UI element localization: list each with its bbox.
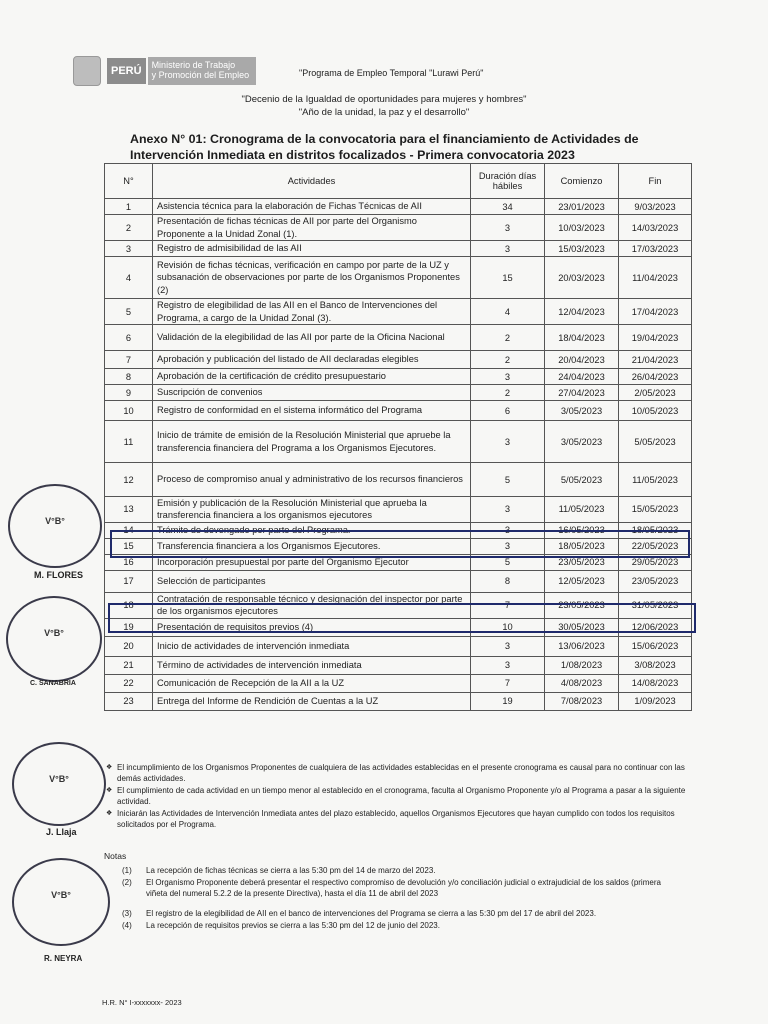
table-row [105,215,692,241]
activity-cell: Contratación de responsable técnico y designación del inspector por parte de los organismos ejecutores [153,592,471,618]
duration-cell: 15 [471,257,545,299]
row-number: 17 [105,570,153,592]
decade-text: "Decenio de la Igualdad de oportunidades para mujeres y hombres" [241,94,527,105]
start-date-cell: 1/08/2023 [545,656,619,674]
start-date-cell: 18/05/2023 [545,538,619,554]
duration-cell: 2 [471,325,545,351]
row-number: 6 [105,325,153,351]
note-spacer [122,900,682,907]
bullet-note: ❖ El incumplimiento de los Organismos Proponentes de cualquiera de las actividades establecidas en el presente cronograma es causal para no continuar con las demás actividades. [117,762,694,784]
activity-cell: Suscripción de convenios [153,385,471,401]
start-date-cell: 3/05/2023 [545,421,619,463]
duration-cell: 4 [471,299,545,325]
activity-cell: Selección de participantes [153,570,471,592]
start-date-cell: 4/08/2023 [545,674,619,692]
activity-cell: Presentación de requisitos previos (4) [153,618,471,636]
numbered-notes [122,865,682,932]
duration-cell: 2 [471,385,545,401]
end-date-cell: 14/08/2023 [619,674,692,692]
row-number: 8 [105,369,153,385]
note-text: La recepción de requisitos previos se cierra a las 5:30 pm del 12 de junio del 2023. [146,921,440,930]
row-number: 16 [105,554,153,570]
header-start: Comienzo [545,164,619,199]
end-date-cell: 26/04/2023 [619,369,692,385]
duration-cell: 6 [471,401,545,421]
start-date-cell: 23/05/2023 [545,554,619,570]
end-date-cell: 14/03/2023 [619,215,692,241]
duration-cell: 3 [471,369,545,385]
note-item [122,908,682,919]
duration-cell: 7 [471,592,545,618]
end-date-cell: 12/06/2023 [619,618,692,636]
row-number: 1 [105,199,153,215]
start-date-cell: 12/05/2023 [545,570,619,592]
table-row [105,299,692,325]
start-date-cell: 18/04/2023 [545,325,619,351]
bullet-note: ❖ Iniciarán las Actividades de Intervención Inmediata antes del plazo establecido, aquellos Organismos Ejecutores que hayan cumplido con todos los requisitos solicitados por el Programa. [117,808,694,830]
table-row [105,385,692,401]
header-activities: Actividades [153,164,471,199]
logo-ministry-line2: y Promoción del Empleo [151,70,250,80]
duration-cell: 10 [471,618,545,636]
stamp-signature: J. Llaja [46,827,77,837]
activity-cell: Comunicación de Recepción de la AII a la UZ [153,674,471,692]
start-date-cell: 23/01/2023 [545,199,619,215]
table-row [105,199,692,215]
duration-cell: 8 [471,570,545,592]
start-date-cell: 13/06/2023 [545,636,619,656]
stamp-signature: R. NEYRA [44,954,83,963]
table-row [105,656,692,674]
row-number: 9 [105,385,153,401]
annex-title: Anexo N° 01: Cronograma de la convocatoria para el financiamiento de Actividades de Intervención Inmediata en distritos focalizados - Primera convocatoria 2023 [130,132,639,162]
start-date-cell: 7/08/2023 [545,692,619,710]
row-number: 13 [105,497,153,523]
end-date-cell: 15/06/2023 [619,636,692,656]
activity-cell: Inicio de actividades de intervención inmediata [153,636,471,656]
end-date-cell: 23/05/2023 [619,570,692,592]
row-number: 18 [105,592,153,618]
ministry-logo [73,56,256,86]
table-row [105,351,692,369]
row-number: 11 [105,421,153,463]
duration-cell: 3 [471,636,545,656]
logo-ministry [148,57,256,85]
start-date-cell: 12/04/2023 [545,299,619,325]
approval-stamp [8,484,102,568]
end-date-cell: 2/05/2023 [619,385,692,401]
header-duration: Duración días hábiles [471,164,545,199]
stamp-signature: C. SANABRIA [30,680,76,687]
end-date-cell: 21/04/2023 [619,351,692,369]
row-number: 15 [105,538,153,554]
header-n: N° [105,164,153,199]
highlight-box-row-17 [108,603,696,633]
note-item [122,865,682,876]
duration-cell: 3 [471,522,545,538]
year-text: "Año de la unidad, la paz y el desarrollo" [298,107,470,118]
table-row [105,463,692,497]
logo-ministry-line1: Ministerio de Trabajo [151,60,236,70]
end-date-cell: 18/05/2023 [619,522,692,538]
start-date-cell: 20/04/2023 [545,351,619,369]
end-date-cell: 17/04/2023 [619,299,692,325]
duration-cell: 2 [471,351,545,369]
activity-cell: Incorporación presupuestal por parte del Organismo Ejecutor [153,554,471,570]
duration-cell: 3 [471,497,545,523]
start-date-cell: 10/03/2023 [545,215,619,241]
program-name: "Programa de Empleo Temporal "Lurawi Perú" [299,68,484,78]
end-date-cell: 10/05/2023 [619,401,692,421]
start-date-cell: 11/05/2023 [545,497,619,523]
table-row [105,325,692,351]
start-date-cell: 20/03/2023 [545,257,619,299]
table-row [105,570,692,592]
end-date-cell: 22/05/2023 [619,538,692,554]
duration-cell: 3 [471,656,545,674]
bullet-notes [104,762,694,831]
note-item [122,920,682,931]
duration-cell: 3 [471,215,545,241]
activity-cell: Transferencia financiera a los Organismos Ejecutores. [153,538,471,554]
note-number: (1) [122,866,132,875]
end-date-cell: 11/04/2023 [619,257,692,299]
duration-cell: 19 [471,692,545,710]
start-date-cell: 3/05/2023 [545,401,619,421]
stamp-vb: V°B° [44,628,64,638]
note-text: La recepción de fichas técnicas se cierra a las 5:30 pm del 14 de marzo del 2023. [146,866,436,875]
end-date-cell: 1/09/2023 [619,692,692,710]
activity-cell: Inicio de trámite de emisión de la Resolución Ministerial que apruebe la transferencia financiera del Programa a los Organismos Ejecutores. [153,421,471,463]
duration-cell: 34 [471,199,545,215]
end-date-cell: 3/08/2023 [619,656,692,674]
row-number: 21 [105,656,153,674]
document-header [73,52,713,92]
decade-lines [0,93,768,119]
row-number: 5 [105,299,153,325]
table-row [105,401,692,421]
approval-stamp [12,858,110,946]
stamp-signature: M. FLORES [34,570,83,580]
duration-cell: 3 [471,538,545,554]
row-number: 4 [105,257,153,299]
activity-cell: Registro de admisibilidad de las AII [153,241,471,257]
row-number: 3 [105,241,153,257]
activity-cell: Registro de elegibilidad de las AII en el Banco de Intervenciones del Programa, a cargo de la Unidad Zonal (3). [153,299,471,325]
duration-cell: 5 [471,463,545,497]
row-number: 23 [105,692,153,710]
activity-cell: Aprobación de la certificación de crédito presupuestario [153,369,471,385]
duration-cell: 3 [471,421,545,463]
table-row [105,692,692,710]
duration-cell: 3 [471,241,545,257]
activity-cell: Asistencia técnica para la elaboración de Fichas Técnicas de AII [153,199,471,215]
table-row [105,369,692,385]
note-number: (3) [122,909,132,918]
end-date-cell: 11/05/2023 [619,463,692,497]
start-date-cell: 24/04/2023 [545,369,619,385]
logo-country: PERÚ [107,58,146,84]
start-date-cell: 15/03/2023 [545,241,619,257]
end-date-cell: 9/03/2023 [619,199,692,215]
activity-cell: Aprobación y publicación del listado de AII declaradas elegibles [153,351,471,369]
highlight-box-row-13 [110,530,690,558]
stamp-vb: V°B° [45,516,65,526]
bullet-note: ❖ El cumplimiento de cada actividad en un tiempo menor al establecido en el cronograma, faculta al Organismo Proponente y/o al Programa a pasar a la siguiente actividad. [117,785,694,807]
row-number: 2 [105,215,153,241]
end-date-cell: 15/05/2023 [619,497,692,523]
activity-cell: Término de actividades de intervención inmediata [153,656,471,674]
table-row [105,257,692,299]
table-row [105,674,692,692]
stamp-vb: V°B° [49,774,69,784]
activity-cell: Validación de la elegibilidad de las AII por parte de la Oficina Nacional [153,325,471,351]
activity-cell: Registro de conformidad en el sistema informático del Programa [153,401,471,421]
note-text: El Organismo Proponente deberá presentar el respectivo compromiso de devolución y/o conciliación judicial o extrajudicial de los saldos (primera viñeta del numeral 5.2.2 de la presente Directiva), hasta el día 11 de abril del 2023 [146,878,661,898]
start-date-cell: 5/05/2023 [545,463,619,497]
duration-cell: 5 [471,554,545,570]
row-number: 10 [105,401,153,421]
activity-cell: Entrega del Informe de Rendición de Cuentas a la UZ [153,692,471,710]
approval-stamp [6,596,102,682]
start-date-cell: 30/05/2023 [545,618,619,636]
row-number: 14 [105,522,153,538]
note-item [122,877,682,899]
start-date-cell: 27/04/2023 [545,385,619,401]
activity-cell: Presentación de fichas técnicas de AII por parte del Organismo Proponente a la Unidad Zonal (1). [153,215,471,241]
note-number: (4) [122,921,132,930]
footer-reference: H.R. N° I-xxxxxxx- 2023 [102,998,182,1007]
activity-cell: Revisión de fichas técnicas, verificación en campo por parte de la UZ y subsanación de observaciones por parte de los Organismos Proponentes (2) [153,257,471,299]
end-date-cell: 5/05/2023 [619,421,692,463]
end-date-cell: 17/03/2023 [619,241,692,257]
table-row [105,241,692,257]
duration-cell: 7 [471,674,545,692]
table-row [105,636,692,656]
table-row [105,497,692,523]
activity-cell: Emisión y publicación de la Resolución Ministerial que aprueba la transferencia financiera a los organismos ejecutores [153,497,471,523]
coat-of-arms-icon [73,56,101,86]
stamp-vb: V°B° [51,890,71,900]
end-date-cell: 31/05/2023 [619,592,692,618]
note-number: (2) [122,878,132,887]
header-end: Fin [619,164,692,199]
start-date-cell: 23/05/2023 [545,592,619,618]
start-date-cell: 16/05/2023 [545,522,619,538]
row-number: 12 [105,463,153,497]
row-number: 22 [105,674,153,692]
note-text: El registro de la elegibilidad de AII en el banco de intervenciones del Programa se cierra a las 5:30 pm del 17 de abril del 2023. [146,909,597,918]
approval-stamp [12,742,106,826]
row-number: 20 [105,636,153,656]
activity-cell: Proceso de compromiso anual y administrativo de los recursos financieros [153,463,471,497]
activity-cell: Trámite de devengado por parte del Programa. [153,522,471,538]
row-number: 19 [105,618,153,636]
end-date-cell: 29/05/2023 [619,554,692,570]
end-date-cell: 19/04/2023 [619,325,692,351]
notes-title: Notas [104,851,127,861]
table-header-row [105,164,692,199]
table-row [105,421,692,463]
row-number: 7 [105,351,153,369]
